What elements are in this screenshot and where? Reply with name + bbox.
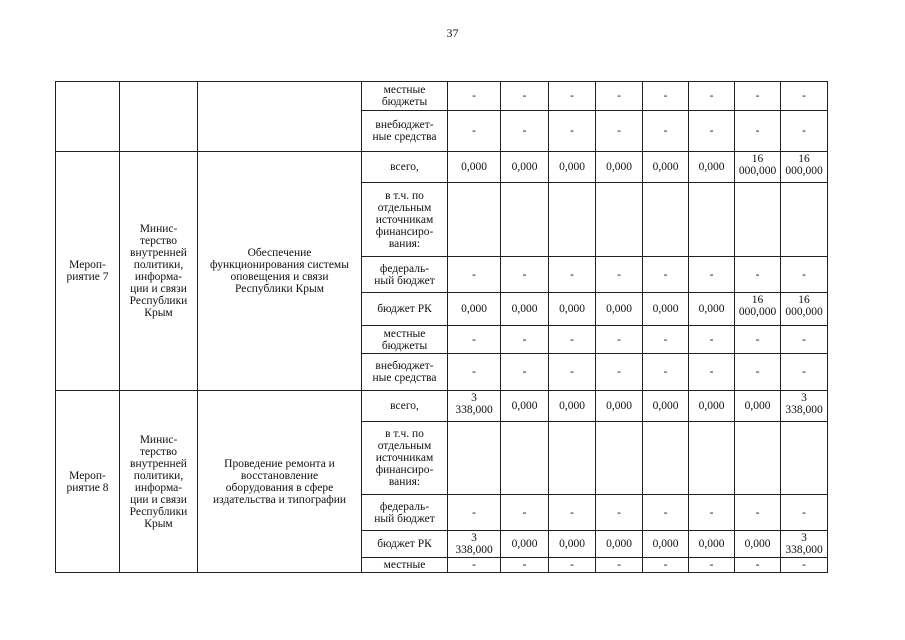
value-cell: - [643,326,689,354]
value-cell: 16 000,000 [781,293,828,326]
measure-name-cell: Обеспечение функционирования системы оповещения и связи Республики Крым [198,152,362,391]
value-cell: - [448,558,501,573]
value-cell [735,183,781,257]
measure-name-cell [198,82,362,152]
value-cell [735,422,781,495]
value-cell: - [448,111,501,152]
page-number: 37 [446,26,459,40]
event-cell: Мероп- риятие 8 [56,391,120,573]
value-cell [448,422,501,495]
value-cell: - [596,558,643,573]
value-cell: 16 000,000 [735,152,781,183]
value-cell: - [596,354,643,391]
value-cell: - [735,111,781,152]
value-cell [549,183,596,257]
event-cell: Мероп- риятие 7 [56,152,120,391]
value-cell [501,183,549,257]
funding-source-cell: внебюджет- ные средства [362,354,448,391]
value-cell: - [735,257,781,293]
value-cell: 0,000 [643,531,689,558]
value-cell: - [689,354,735,391]
funding-source-cell: всего, [362,152,448,183]
funding-source-cell: местные бюджеты [362,326,448,354]
value-cell: 0,000 [596,391,643,422]
value-cell: - [689,326,735,354]
funding-source-cell: внебюджет- ные средства [362,111,448,152]
value-cell: 0,000 [448,293,501,326]
value-cell: 0,000 [643,293,689,326]
value-cell: 0,000 [549,531,596,558]
table-row [56,391,828,422]
value-cell: - [501,495,549,531]
value-cell: - [501,354,549,391]
value-cell: 0,000 [689,531,735,558]
value-cell: - [448,354,501,391]
value-cell: - [643,82,689,111]
value-cell [643,183,689,257]
funding-source-cell: всего, [362,391,448,422]
value-cell [596,183,643,257]
value-cell: - [501,558,549,573]
value-cell: 0,000 [643,152,689,183]
value-cell: - [643,495,689,531]
value-cell [689,183,735,257]
value-cell: 0,000 [501,152,549,183]
value-cell: - [549,82,596,111]
value-cell: - [643,111,689,152]
value-cell [448,183,501,257]
value-cell: 0,000 [501,391,549,422]
value-cell: - [643,257,689,293]
value-cell: 16 000,000 [735,293,781,326]
value-cell: - [781,257,828,293]
value-cell: - [781,558,828,573]
value-cell: - [549,111,596,152]
value-cell: 0,000 [549,293,596,326]
value-cell: 0,000 [549,391,596,422]
value-cell: - [448,82,501,111]
value-cell: - [596,326,643,354]
value-cell: - [549,354,596,391]
value-cell: - [596,495,643,531]
value-cell: - [735,326,781,354]
event-cell [56,82,120,152]
value-cell: 3 338,000 [448,391,501,422]
value-cell: 3 338,000 [781,391,828,422]
value-cell: 0,000 [735,391,781,422]
value-cell: 0,000 [643,391,689,422]
funding-source-cell: федераль- ный бюджет [362,495,448,531]
value-cell [781,183,828,257]
value-cell [501,422,549,495]
value-cell: 0,000 [689,152,735,183]
value-cell: - [596,82,643,111]
value-cell: - [549,558,596,573]
value-cell [781,422,828,495]
value-cell: - [781,111,828,152]
value-cell: - [643,558,689,573]
value-cell: - [596,111,643,152]
value-cell: 0,000 [689,293,735,326]
value-cell: - [735,354,781,391]
value-cell: - [448,495,501,531]
value-cell: 0,000 [735,531,781,558]
value-cell: 0,000 [549,152,596,183]
funding-source-cell: бюджет РК [362,293,448,326]
value-cell: 0,000 [501,293,549,326]
funding-source-cell: в т.ч. по отдельным источникам финансиро- вания: [362,183,448,257]
value-cell: - [781,326,828,354]
value-cell: - [689,257,735,293]
value-cell: 0,000 [596,531,643,558]
value-cell: 3 338,000 [448,531,501,558]
value-cell: - [501,326,549,354]
table-row [56,152,828,183]
value-cell: - [549,326,596,354]
value-cell: - [501,257,549,293]
value-cell: 0,000 [689,391,735,422]
value-cell: - [689,495,735,531]
value-cell: - [735,495,781,531]
value-cell: 0,000 [596,293,643,326]
value-cell: - [735,82,781,111]
value-cell: - [643,354,689,391]
value-cell [596,422,643,495]
value-cell [689,422,735,495]
funding-source-cell: местные [362,558,448,573]
value-cell: - [501,82,549,111]
value-cell [643,422,689,495]
value-cell: - [448,257,501,293]
value-cell: - [689,558,735,573]
value-cell: 0,000 [448,152,501,183]
funding-source-cell: в т.ч. по отдельным источникам финансиро- вания: [362,422,448,495]
value-cell: - [596,257,643,293]
value-cell: 0,000 [501,531,549,558]
table-row [56,82,828,111]
value-cell: - [781,354,828,391]
budget-table [55,81,828,573]
value-cell: 0,000 [596,152,643,183]
value-cell: 16 000,000 [781,152,828,183]
value-cell: - [501,111,549,152]
value-cell: - [689,82,735,111]
value-cell: - [689,111,735,152]
funding-source-cell: местные бюджеты [362,82,448,111]
value-cell: 3 338,000 [781,531,828,558]
value-cell: - [735,558,781,573]
funding-source-cell: бюджет РК [362,531,448,558]
funding-source-cell: федераль- ный бюджет [362,257,448,293]
value-cell: - [549,495,596,531]
organization-cell: Минис- терство внутренней политики, информа- ции и связи Республики Крым [120,152,198,391]
organization-cell: Минис- терство внутренней политики, информа- ции и связи Республики Крым [120,391,198,573]
value-cell: - [448,326,501,354]
organization-cell [120,82,198,152]
value-cell [549,422,596,495]
value-cell: - [781,82,828,111]
measure-name-cell: Проведение ремонта и восстановление оборудования в сфере издательства и типографии [198,391,362,573]
budget-table-body [56,82,828,573]
value-cell: - [549,257,596,293]
value-cell: - [781,495,828,531]
